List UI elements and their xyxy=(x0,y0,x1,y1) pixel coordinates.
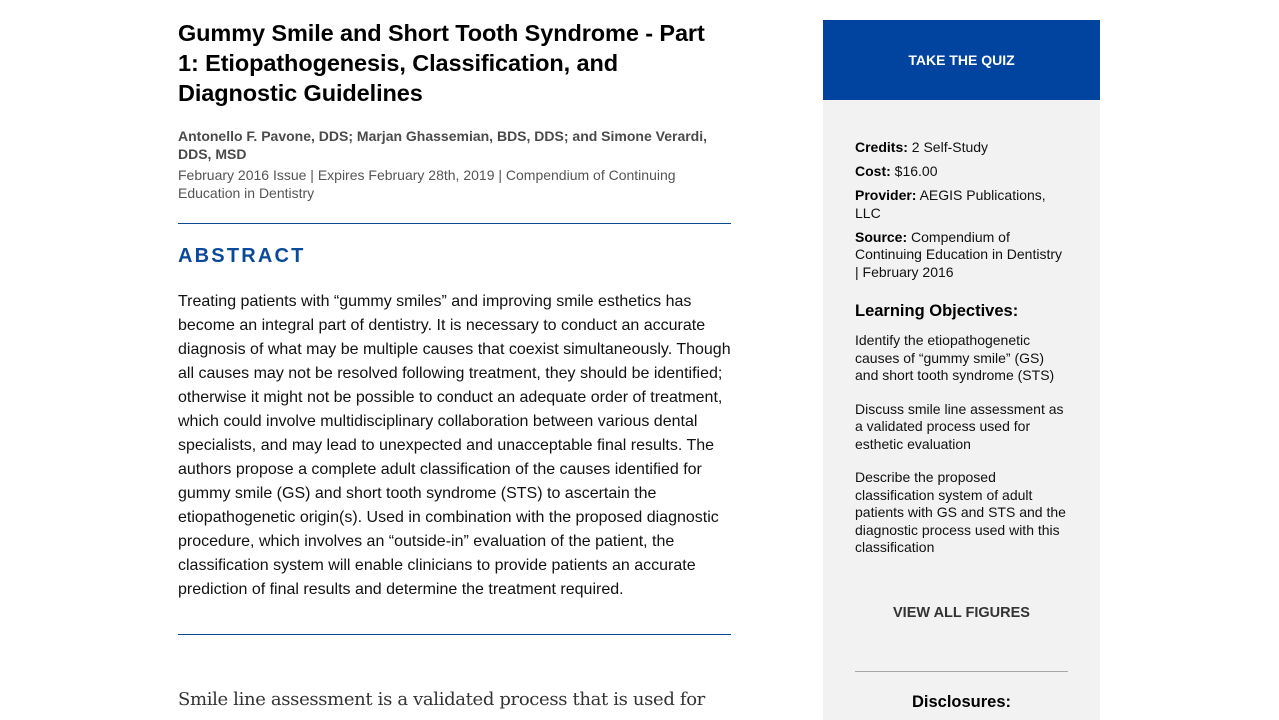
source-value: Compendium of Continuing Education in Dentistry | February 2016 xyxy=(855,228,1063,280)
source-row xyxy=(855,229,1068,282)
learning-objective: Discuss smile line assessment as a validated process used for esthetic evaluation xyxy=(855,400,1064,452)
source-label: Source: xyxy=(855,228,908,245)
credits-value: 2 Self-Study xyxy=(911,139,989,155)
learning-objectives-heading: Learning Objectives: xyxy=(855,302,1019,320)
credits-label: Credits: xyxy=(855,139,908,155)
article-issue-line: February 2016 Issue | Expires February 28th, 2019 | Compendium of Continuing Education in Dentistry xyxy=(178,167,676,201)
abstract-heading: ABSTRACT xyxy=(178,245,306,267)
learning-objective: Identify the etiopathogenetic causes of “gummy smile” (GS) and short tooth syndrome (STS) xyxy=(855,332,1055,383)
divider xyxy=(178,634,731,635)
course-sidebar xyxy=(823,20,1100,720)
article-title: Gummy Smile and Short Tooth Syndrome - Part 1: Etiopathogenesis, Classification, and Diagnostic Guidelines xyxy=(178,20,705,106)
provider-row xyxy=(855,187,1068,222)
provider-value: AEGIS Publications, LLC xyxy=(855,187,1046,221)
provider-label: Provider: xyxy=(855,187,917,203)
cost-row xyxy=(855,163,1068,181)
cost-value: $16.00 xyxy=(894,163,938,179)
disclosures-heading: Disclosures: xyxy=(911,692,1012,711)
abstract-text: Treating patients with “gummy smiles” and improving smile esthetics has become an integral part of dentistry. It is necessary to conduct an accurate diagnosis of what may be multiple causes that coexist simultaneously. Though all causes may not be resolved following treatment, they should be identified; otherwise it might not be possible to conduct an adequate order of treatment, which could involve multidisciplinary collaboration between various dental specialists, and may lead to unexpected and unacceptable final results. The authors propose a complete adult classification of the causes identified for gummy smile (GS) and short tooth syndrome (STS) to ascertain the etiopathogenetic origin(s). Used in combination with the proposed diagnostic procedure, which involves an “outside-in” evaluation of the patient, the classification system will enable clinicians to provide patients an accurate prediction of final results and determine the treatment required. xyxy=(178,293,731,598)
divider xyxy=(178,223,731,224)
article-main xyxy=(178,18,731,713)
credits-row xyxy=(855,139,1068,157)
article-body-text: Smile line assessment is a validated process that is used for xyxy=(178,689,705,710)
article-authors: Antonello F. Pavone, DDS; Marjan Ghassemian, BDS, DDS; and Simone Verardi, DDS, MSD xyxy=(178,128,708,162)
divider xyxy=(855,671,1068,672)
learning-objective: Describe the proposed classification system of adult patients with GS and STS and the diagnostic process used with this classification xyxy=(855,469,1066,555)
course-info xyxy=(823,139,1100,712)
view-all-figures-link[interactable]: VIEW ALL FIGURES xyxy=(893,604,1030,621)
take-quiz-button[interactable]: TAKE THE QUIZ xyxy=(823,20,1100,100)
cost-label: Cost: xyxy=(855,163,891,179)
